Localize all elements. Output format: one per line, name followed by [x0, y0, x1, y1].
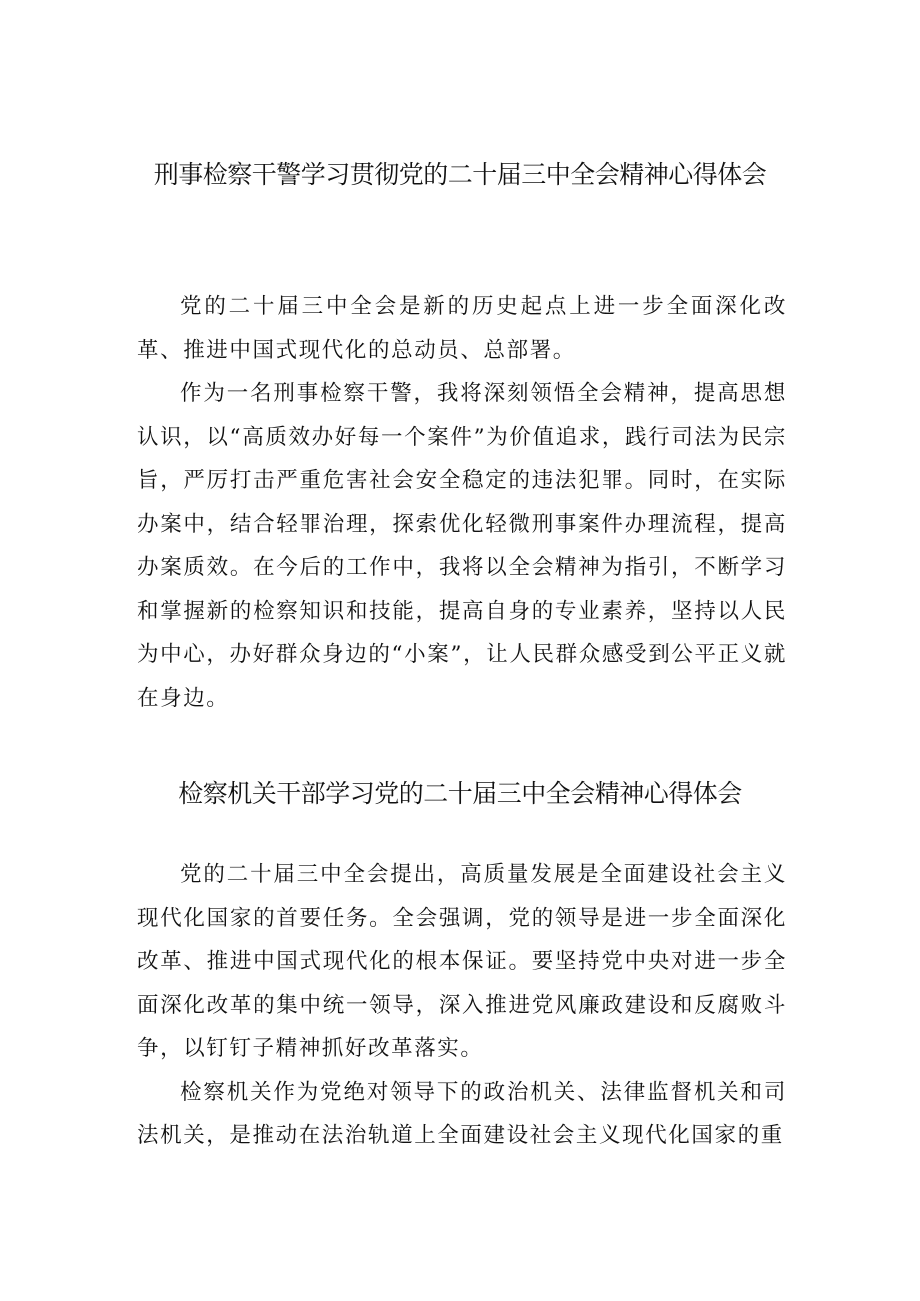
- section-2-paragraph-2: 检察机关作为党绝对领导下的政治机关、法律监督机关和司法机关，是推动在法治轨道上全面建设社会主义现代化国家的重: [137, 1079, 787, 1148]
- section-1-paragraph-1: 党的二十届三中全会是新的历史起点上进一步全面深化改革、推进中国式现代化的总动员、总部署。: [137, 294, 787, 363]
- section-2-body: [137, 853, 787, 1158]
- section-1-paragraph-2: 作为一名刑事检察干警，我将深刻领悟全会精神，提高思想认识，以“高质效办好每一个案件”为价值追求，践行司法为民宗旨，严厉打击严重危害社会安全稳定的违法犯罪。同时，在实际办案中，结合轻罪治理，探索优化轻微刑事案件办理流程，提高办案质效。在今后的工作中，我将以全会精神为指引，不断学习和掌握新的检察知识和技能，提高自身的专业素养，坚持以人民为中心，办好群众身边的“小案”，让人民群众感受到公平正义就在身边。: [137, 381, 787, 711]
- section-1-title: 刑事检察干警学习贯彻党的二十届三中全会精神心得体会: [153, 160, 767, 189]
- section-1-body: [137, 285, 787, 720]
- section-2-paragraph-1: 党的二十届三中全会提出，高质量发展是全面建设社会主义现代化国家的首要任务。全会强调，党的领导是进一步全面深化改革、推进中国式现代化的根本保证。要坚持党中央对进一步全面深化改革的集中统一领导，深入推进党风廉政建设和反腐败斗争，以钉钉子精神抓好改革落实。: [137, 862, 787, 1061]
- section-2-title: 检察机关干部学习党的二十届三中全会精神心得体会: [178, 779, 742, 808]
